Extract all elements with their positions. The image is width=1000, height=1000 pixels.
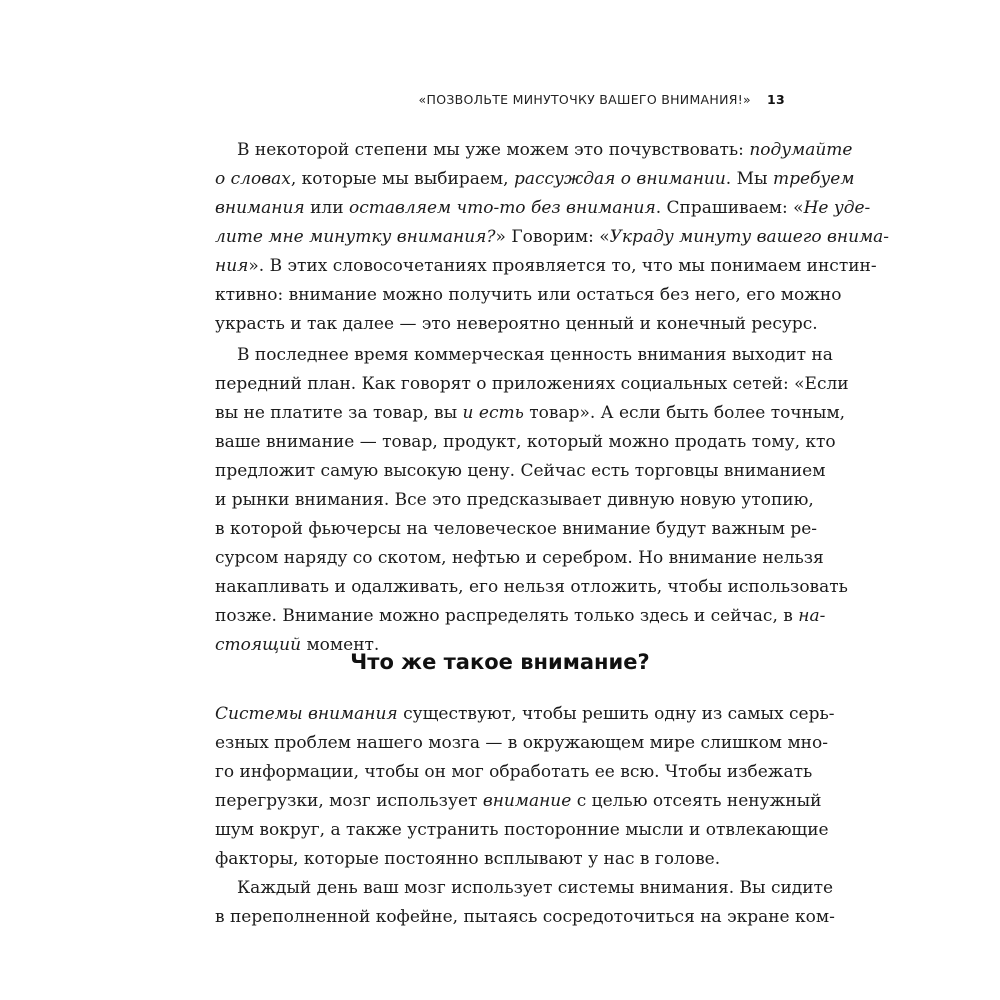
text-line: [215, 729, 828, 758]
text-line: [215, 544, 824, 573]
text-run: факторы, которые постоянно всплывают у нас в голове.: [215, 849, 721, 869]
text-run: Каждый день ваш мозг использует системы внимания. Вы сидите: [237, 878, 834, 898]
text-run: езных проблем нашего мозга — в окружающем мире слишком мно-: [215, 733, 828, 753]
text-line: [215, 903, 835, 932]
text-run: вы не платите за товар, вы: [215, 403, 463, 423]
italic-run: требуем: [772, 169, 855, 189]
text-run: украсть и так далее — это невероятно ценный и конечный ресурс.: [215, 314, 818, 334]
text-run: существуют, чтобы решить одну из самых серь-: [397, 704, 835, 724]
text-line: [215, 223, 890, 252]
text-line: [215, 428, 836, 457]
italic-run: на-: [798, 606, 826, 626]
italic-run: о словах: [215, 169, 291, 189]
text-line: [215, 700, 835, 729]
text-line: [215, 486, 814, 515]
text-run: В некоторой степени мы уже можем это почувствовать:: [237, 140, 750, 160]
text-run: , которые мы выбираем,: [290, 169, 514, 189]
text-line: [215, 758, 813, 787]
paragraph-block-1: [215, 136, 890, 339]
text-line: [215, 845, 785, 874]
italic-run: стоящий: [215, 635, 302, 655]
paragraph-block-3: [215, 700, 835, 874]
section-heading: Что же такое внимание?: [350, 650, 650, 674]
text-run: го информации, чтобы он мог обработать ее всю. Чтобы избежать: [215, 762, 813, 782]
running-head: [215, 92, 785, 107]
text-run: позже. Внимание можно распределять только здесь и сейчас, в: [215, 606, 799, 626]
text-line: [215, 874, 834, 903]
text-line: [215, 341, 833, 370]
italic-run: подумайте: [749, 140, 853, 160]
italic-run: рассуждая о внимании: [513, 169, 726, 189]
text-line: [215, 165, 855, 194]
paragraph-block-4: [215, 874, 835, 932]
italic-run: Не уде-: [803, 198, 871, 218]
text-run: сурсом наряду со скотом, нефтью и серебром. Но внимание нельзя: [215, 548, 824, 568]
text-line: [215, 136, 853, 165]
text-run: или: [304, 198, 349, 218]
text-run: момент.: [301, 635, 380, 655]
text-run: накапливать и одалживать, его нельзя отложить, чтобы использовать: [215, 577, 848, 597]
italic-run: ния: [215, 256, 249, 276]
text-run: в переполненной кофейне, пытаясь сосредоточиться на экране ком-: [215, 907, 835, 927]
text-line: [215, 194, 871, 223]
italic-run: внимание: [482, 791, 572, 811]
italic-run: Системы внимания: [215, 704, 398, 724]
text-run: с целью отсеять ненужный: [571, 791, 822, 811]
text-run: В последнее время коммерческая ценность внимания выходит на: [237, 345, 833, 365]
running-head-title: «ПОЗВОЛЬТЕ МИНУТОЧКУ ВАШЕГО ВНИМАНИЯ!»: [418, 92, 751, 107]
paragraph-block-2: [215, 341, 849, 660]
text-line: [215, 457, 826, 486]
text-run: в которой фьючерсы на человеческое внимание будут важным ре-: [215, 519, 818, 539]
italic-run: внимания: [215, 198, 305, 218]
text-line: [215, 370, 849, 399]
text-run: шум вокруг, а также устранить посторонние мысли и отвлекающие: [215, 820, 829, 840]
text-line: [215, 816, 829, 845]
text-run: ваше внимание — товар, продукт, который можно продать тому, кто: [215, 432, 836, 452]
text-run: . Спрашиваем: «: [655, 198, 804, 218]
text-run: ». В этих словосочетаниях проявляется то, что мы понимаем инстин-: [248, 256, 877, 276]
text-run: ктивно: внимание можно получить или остаться без него, его можно: [215, 285, 842, 305]
italic-run: Украду минуту вашего внима-: [609, 227, 890, 247]
italic-run: лите мне минутку внимания?: [215, 227, 496, 247]
text-run: передний план. Как говорят о приложениях социальных сетей: «Если: [215, 374, 849, 394]
text-run: . Мы: [725, 169, 773, 189]
text-line: [215, 515, 818, 544]
italic-run: и есть: [462, 403, 524, 423]
text-run: перегрузки, мозг использует: [215, 791, 483, 811]
page-number: 13: [767, 92, 785, 107]
text-line: [215, 602, 826, 631]
text-line: [215, 252, 877, 281]
text-run: товар». А если быть более точным,: [523, 403, 846, 423]
text-run: предложит самую высокую цену. Сейчас есть торговцы вниманием: [215, 461, 826, 481]
text-line: [215, 310, 818, 339]
text-line: [215, 787, 822, 816]
text-line: [215, 281, 842, 310]
text-run: » Говорим: «: [495, 227, 610, 247]
text-line: [215, 573, 848, 602]
italic-run: оставляем что-то без внимания: [348, 198, 656, 218]
text-run: и рынки внимания. Все это предсказывает дивную новую утопию,: [215, 490, 814, 510]
text-line: [215, 399, 846, 428]
